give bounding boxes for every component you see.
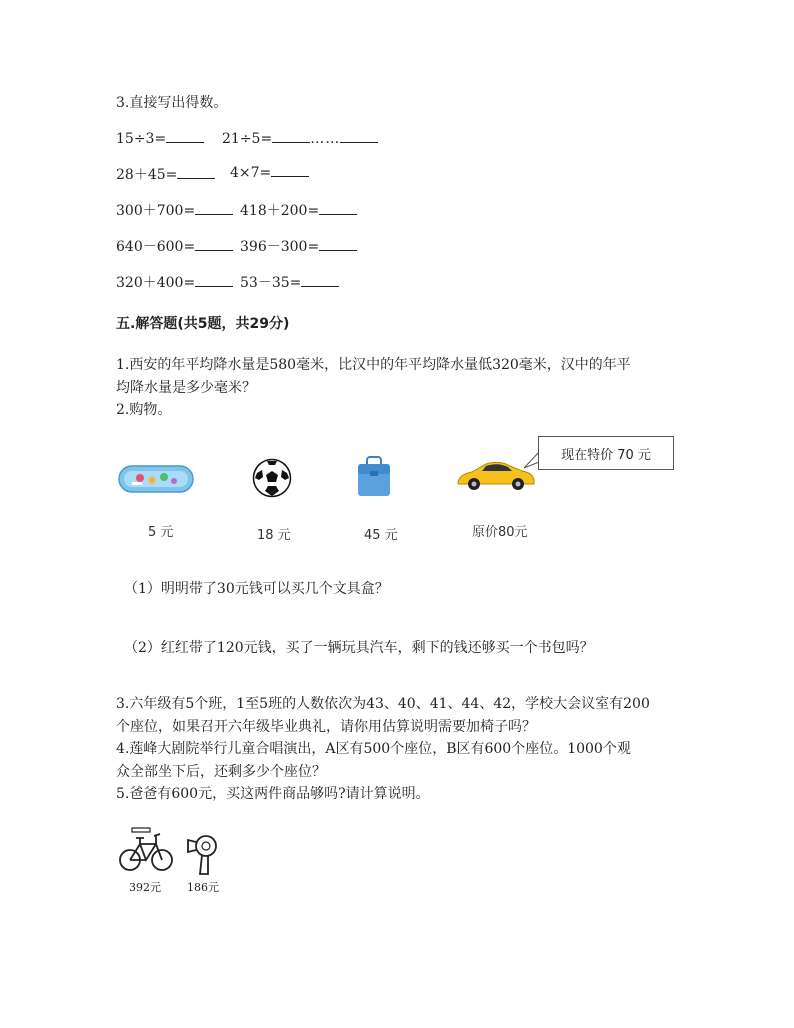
equation-2b: 4×7= xyxy=(230,165,272,181)
answer-blank xyxy=(195,238,233,251)
answer-blank xyxy=(272,130,310,143)
equation-row-5 xyxy=(116,272,233,292)
equation-row-2 xyxy=(116,164,215,184)
school-bag-price: 45 元 xyxy=(364,528,398,543)
answer-blank xyxy=(177,166,215,179)
hair-dryer-price: 186元 xyxy=(187,881,219,894)
equation-row-5b xyxy=(240,272,339,292)
question-4-line-1: 4.莲峰大剧院举行儿童合唱演出，A区有500个座位，B区有600个座位。1000个观 xyxy=(116,741,631,757)
equation-row-1 xyxy=(116,130,204,147)
equation-row-4b xyxy=(240,236,357,256)
answer-blank xyxy=(195,274,233,287)
question-1-line-1: 1.西安的年平均降水量是580毫米，比汉中的年平均降水量低320毫米，汉中的年平 xyxy=(116,357,631,373)
equation-1b: 21÷5= xyxy=(222,131,273,147)
equation-row-2b xyxy=(230,164,309,181)
equation-row-3b xyxy=(240,200,357,220)
equation-3a: 300＋700= xyxy=(116,203,196,219)
question-3-line-2: 个座位，如果召开六年级毕业典礼，请你用估算说明需要加椅子吗？ xyxy=(116,719,536,735)
answer-blank xyxy=(319,202,357,215)
answer-blank xyxy=(319,238,357,251)
ellipsis: …… xyxy=(310,131,341,147)
answer-blank xyxy=(195,202,233,215)
hair-dryer-icon xyxy=(186,832,222,880)
question-2-sub-1: （1）明明带了30元钱可以买几个文具盒？ xyxy=(124,581,389,597)
section-3-title: 3.直接写出得数。 xyxy=(116,95,228,111)
bicycle-icon xyxy=(118,826,174,880)
pencil-case-price: 5 元 xyxy=(148,525,174,540)
equation-3b: 418＋200= xyxy=(240,203,320,219)
equation-1a: 15÷3= xyxy=(116,131,167,147)
question-1-line-2: 均降水量是多少毫米？ xyxy=(116,380,256,396)
question-3-line-1: 3.六年级有5个班，1至5班的人数依次为43、40、41、44、42，学校大会议室有200 xyxy=(116,696,650,712)
equation-5b: 53－35= xyxy=(240,275,302,291)
equation-2a: 28＋45= xyxy=(116,167,178,183)
question-2-title: 2.购物。 xyxy=(116,402,172,418)
remainder-blank xyxy=(340,130,378,143)
soccer-ball-icon xyxy=(252,458,292,502)
sale-price-callout: 现在特价 70 元 xyxy=(538,436,674,470)
question-4-line-2: 众全部坐下后，还剩多少个座位？ xyxy=(116,764,326,780)
question-5: 5.爸爸有600元，买这两件商品够吗?请计算说明。 xyxy=(116,786,430,802)
question-2-sub-2: （2）红红带了120元钱，买了一辆玩具汽车，剩下的钱还够买一个书包吗？ xyxy=(124,640,594,656)
answer-blank xyxy=(271,164,309,177)
equation-row-1b xyxy=(222,130,378,147)
equation-4b: 396－300= xyxy=(240,239,320,255)
equation-4a: 640－600= xyxy=(116,239,196,255)
pencil-case-icon xyxy=(118,463,194,499)
soccer-ball-price: 18 元 xyxy=(257,528,291,543)
equation-row-3 xyxy=(116,200,233,220)
equation-5a: 320＋400= xyxy=(116,275,196,291)
answer-blank xyxy=(301,274,339,287)
toy-car-price: 原价80元 xyxy=(472,525,528,540)
equation-row-4 xyxy=(116,236,233,256)
answer-blank xyxy=(166,130,204,143)
section-5-heading: 五.解答题(共5题，共29分) xyxy=(116,316,290,332)
bicycle-price: 392元 xyxy=(129,881,161,894)
school-bag-icon xyxy=(356,456,392,502)
